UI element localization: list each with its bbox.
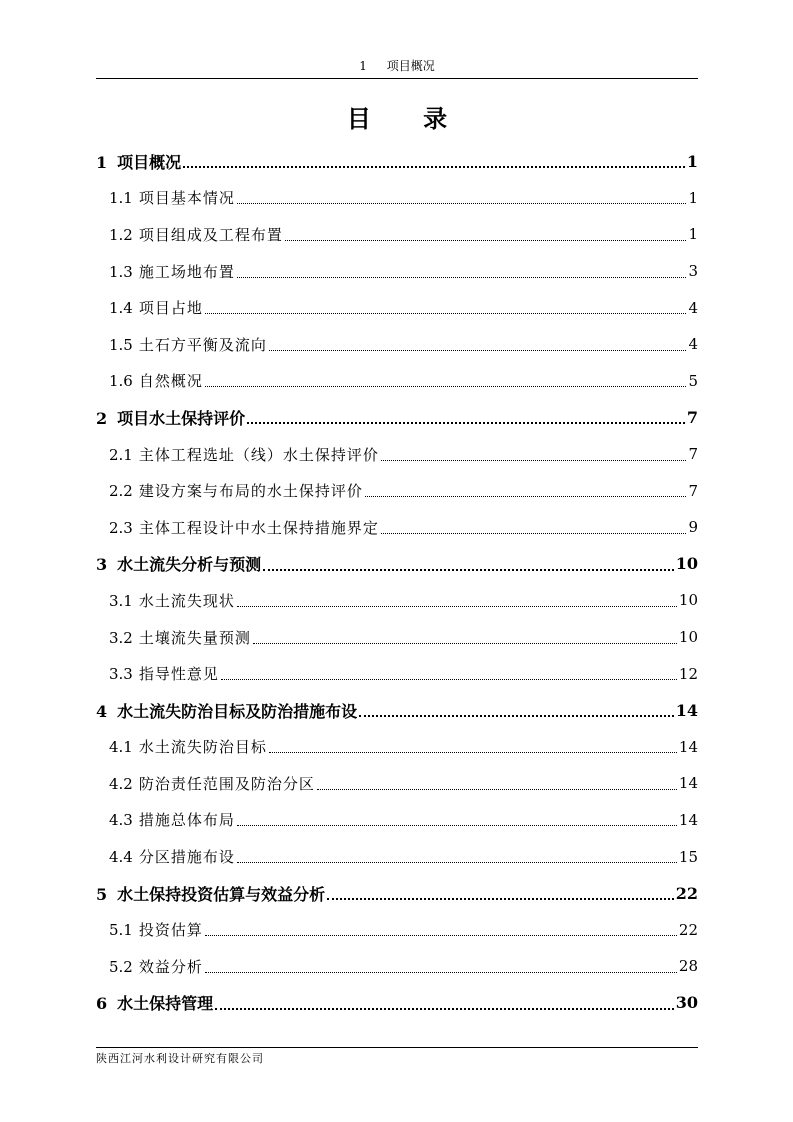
toc-page-number: 5	[688, 371, 698, 390]
footer-divider	[96, 1047, 698, 1048]
toc-page-number: 22	[675, 883, 698, 903]
toc-dot-leader	[237, 277, 687, 278]
toc-page-number: 3	[688, 262, 698, 281]
toc-entry-label	[96, 699, 357, 722]
toc-page-number: 10	[678, 591, 698, 610]
toc-dot-leader	[327, 898, 674, 900]
toc-entry-number: 4.2	[109, 774, 133, 793]
toc-entry-number: 2.1	[109, 445, 133, 464]
toc-dot-leader	[237, 825, 677, 826]
toc-page-number: 28	[678, 957, 698, 976]
toc-section-entry[interactable]	[96, 619, 698, 656]
toc-dot-leader	[359, 715, 674, 717]
toc-page-number: 4	[688, 335, 698, 354]
toc-chapter-entry[interactable]	[96, 143, 698, 180]
toc-entry-label	[109, 956, 203, 977]
toc-section-entry[interactable]	[96, 582, 698, 619]
toc-entry-title: 措施总体布局	[138, 811, 235, 830]
header-chapter-title: 项目概况	[386, 59, 435, 73]
toc-page-number: 7	[688, 481, 698, 500]
toc-chapter-entry[interactable]	[96, 985, 698, 1022]
toc-entry-label	[109, 590, 235, 611]
toc-entry-title: 主体工程选址（线）水土保持评价	[138, 445, 379, 464]
toc-entry-label	[109, 444, 379, 465]
toc-dot-leader	[247, 422, 685, 424]
toc-entry-number: 2	[96, 408, 108, 428]
toc-section-entry[interactable]	[96, 911, 698, 948]
toc-section-entry[interactable]	[96, 472, 698, 509]
footer-company: 陕西江河水利设计研究有限公司	[96, 1052, 264, 1065]
toc-chapter-entry[interactable]	[96, 875, 698, 912]
running-header	[96, 55, 698, 77]
toc-entry-title: 土石方平衡及流向	[138, 335, 267, 354]
toc-entry-label	[109, 480, 363, 501]
toc-page-number: 22	[678, 920, 698, 939]
toc-entry-number: 1.6	[109, 372, 133, 391]
toc-entry-title: 项目概况	[117, 152, 182, 172]
toc-entry-number: 1.5	[109, 335, 133, 354]
toc-page-number: 12	[678, 664, 698, 683]
toc-entry-label	[109, 627, 251, 648]
toc-entry-label	[109, 663, 219, 684]
toc-entry-number: 3	[96, 555, 108, 575]
toc-entry-label	[96, 552, 261, 575]
toc-entry-title: 项目组成及工程布置	[138, 225, 283, 244]
toc-entry-label	[109, 517, 379, 538]
toc-entry-number: 1.4	[109, 299, 133, 318]
toc-dot-leader	[381, 533, 687, 534]
toc-chapter-entry[interactable]	[96, 692, 698, 729]
toc-dot-leader	[205, 935, 677, 936]
toc-section-entry[interactable]	[96, 180, 698, 217]
toc-section-entry[interactable]	[96, 289, 698, 326]
toc-entry-label	[109, 297, 203, 318]
toc-entry-number: 2.2	[109, 482, 133, 501]
toc-entry-number: 3.1	[109, 591, 133, 610]
toc-section-entry[interactable]	[96, 509, 698, 546]
toc-page-number: 7	[688, 445, 698, 464]
toc-entry-number: 2.3	[109, 518, 133, 537]
toc-section-entry[interactable]	[96, 436, 698, 473]
toc-entry-number: 1	[96, 152, 108, 172]
toc-entry-label	[109, 261, 235, 282]
toc-page-number: 30	[675, 993, 698, 1013]
toc-entry-label	[96, 406, 245, 429]
toc-page-number: 10	[675, 554, 698, 574]
toc-dot-leader	[237, 862, 677, 863]
toc-dot-leader	[285, 240, 687, 241]
toc-entry-title: 水土保持管理	[117, 994, 214, 1014]
toc-page-number: 14	[678, 810, 698, 829]
toc-section-entry[interactable]	[96, 729, 698, 766]
toc-entry-number: 3.2	[109, 628, 133, 647]
toc-entry-title: 水土流失现状	[138, 591, 235, 610]
toc-entry-title: 指导性意见	[138, 665, 219, 684]
toc-entry-title: 分区措施布设	[138, 848, 235, 867]
toc-entry-label	[109, 736, 267, 757]
toc-entry-number: 1.3	[109, 262, 133, 281]
toc-entry-title: 建设方案与布局的水土保持评价	[138, 482, 363, 501]
toc-dot-leader	[365, 496, 687, 497]
toc-page-number: 7	[686, 407, 698, 427]
toc-dot-leader	[253, 643, 677, 644]
toc-entry-title: 水土保持投资估算与效益分析	[117, 884, 326, 904]
toc-dot-leader	[183, 166, 685, 168]
toc-dot-leader	[205, 313, 687, 314]
toc-dot-leader	[237, 606, 677, 607]
toc-entry-title: 水土流失防治目标及防治措施布设	[117, 701, 358, 721]
toc-entry-title: 投资估算	[138, 921, 203, 940]
toc-entry-number: 5.2	[109, 957, 133, 976]
toc-entry-title: 主体工程设计中水土保持措施界定	[138, 518, 379, 537]
toc-entry-number: 4.4	[109, 848, 133, 867]
toc-section-entry[interactable]	[96, 655, 698, 692]
toc-page-number: 15	[678, 847, 698, 866]
toc-chapter-entry[interactable]	[96, 546, 698, 583]
toc-dot-leader	[237, 203, 687, 204]
toc-dot-leader	[263, 569, 674, 571]
toc-entry-label	[96, 882, 325, 905]
toc-entry-label	[96, 150, 181, 173]
toc-entry-title: 项目基本情况	[138, 189, 235, 208]
toc-entry-title: 项目水土保持评价	[117, 408, 246, 428]
toc-entry-label	[109, 370, 203, 391]
toc-page-number: 1	[686, 151, 698, 171]
toc-dot-leader	[205, 972, 677, 973]
toc-entry-title: 水土流失分析与预测	[117, 555, 262, 575]
header-chapter-number: 1	[359, 59, 367, 73]
toc-entry-title: 土壤流失量预测	[138, 628, 251, 647]
toc-dot-leader	[215, 1008, 674, 1010]
toc-entry-label	[109, 919, 203, 940]
toc-dot-leader	[381, 460, 687, 461]
toc-page-number: 1	[688, 225, 698, 244]
toc-section-entry[interactable]	[96, 838, 698, 875]
toc-section-entry[interactable]	[96, 802, 698, 839]
toc-dot-leader	[221, 679, 677, 680]
toc-entry-label	[96, 991, 213, 1014]
toc-entry-label	[109, 334, 267, 355]
toc-section-entry[interactable]	[96, 948, 698, 985]
toc-dot-leader	[317, 789, 677, 790]
toc-entry-label	[109, 224, 283, 245]
toc-page-number: 14	[678, 774, 698, 793]
toc-entry-number: 4.3	[109, 811, 133, 830]
toc-entry-title: 施工场地布置	[138, 262, 235, 281]
toc-entry-label	[109, 846, 235, 867]
toc-entry-title: 项目占地	[138, 299, 203, 318]
toc-entry-number: 1.2	[109, 225, 133, 244]
toc-dot-leader	[205, 386, 687, 387]
toc-section-entry[interactable]	[96, 363, 698, 400]
header-divider	[96, 78, 698, 79]
toc-entry-number: 5	[96, 884, 108, 904]
toc-dot-leader	[269, 350, 687, 351]
toc-entry-label	[109, 809, 235, 830]
toc-page-number: 4	[688, 298, 698, 317]
toc-section-entry[interactable]	[96, 216, 698, 253]
toc-chapter-entry[interactable]	[96, 399, 698, 436]
toc-entry-number: 6	[96, 994, 108, 1014]
toc-entry-label	[109, 187, 235, 208]
toc-entry-title: 防治责任范围及防治分区	[138, 774, 315, 793]
toc-dot-leader	[269, 752, 677, 753]
toc-section-entry[interactable]	[96, 253, 698, 290]
toc-entry-number: 5.1	[109, 921, 133, 940]
toc-entry-number: 4.1	[109, 738, 133, 757]
toc-section-entry[interactable]	[96, 326, 698, 363]
toc-entry-title: 效益分析	[138, 957, 203, 976]
toc-entry-title: 自然概况	[138, 372, 203, 391]
table-of-contents	[96, 143, 698, 1021]
toc-page-number: 1	[688, 188, 698, 207]
toc-page-number: 14	[675, 700, 698, 720]
toc-page-number: 9	[688, 518, 698, 537]
toc-section-entry[interactable]	[96, 765, 698, 802]
toc-page-number: 10	[678, 628, 698, 647]
toc-entry-label	[109, 773, 315, 794]
toc-page-number: 14	[678, 737, 698, 756]
toc-entry-number: 4	[96, 701, 108, 721]
toc-entry-number: 3.3	[109, 665, 133, 684]
page-title: 目 录	[346, 104, 470, 133]
toc-entry-title: 水土流失防治目标	[138, 738, 267, 757]
toc-entry-number: 1.1	[109, 189, 133, 208]
